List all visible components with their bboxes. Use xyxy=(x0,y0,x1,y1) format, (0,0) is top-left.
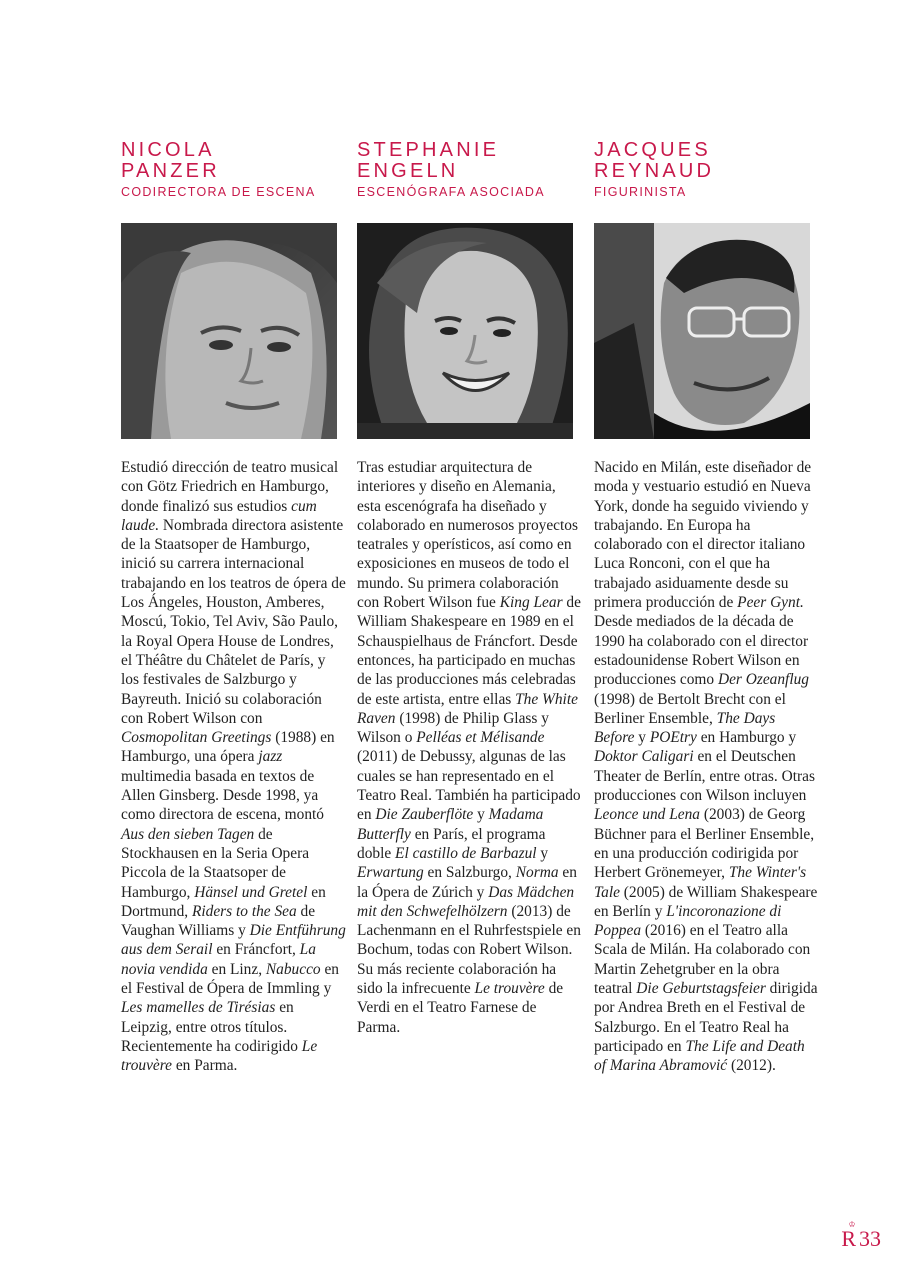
name-line-2: REYNAUD xyxy=(594,160,715,182)
bio-italic-title: cum laude. xyxy=(121,497,317,534)
bio-italic-title: The Days Before xyxy=(594,709,776,747)
bio-italic-title: El castillo de Barbazul xyxy=(395,844,537,862)
person-bio: Tras estudiar arquitectura de interiores y diseño en Alemania, esta escenógrafa ha diseñado y colaborado en numerosos proyectos teatrales y operísticos, así como en exposiciones en museos de todo el mundo. Su primera colaboración con Robert Wilson fue King Lear de William Shakespeare en 1989 en el Schauspielhaus de Fráncfort. Desde entonces, ha participado en muchas de las producciones más celebradas de este artista, entre ellas The White Raven (1998) de Philip Glass y Wilson o Pelléas et Mélisande (2011) de Debussy, algunas de las cuales se han representado en el Teatro Real. También ha participado en Die Zauberflöte y Madama Butterfly en París, el programa doble El castillo de Barbazul y Erwartung en Salzburgo, Norma en la Ópera de Zúrich y Das Mädchen mit den Schwefelhölzern (2013) de Lachenmann en el Ruhrfestspiele en Bochum, todas con Robert Wilson. Su más reciente colaboración ha sido la infrecuente Le trouvère de Verdi en el Teatro Farnese de Parma. xyxy=(357,459,581,1036)
name-line-1: JACQUES xyxy=(594,139,711,161)
bio-italic-title: Die Entführung aus dem Serail xyxy=(121,922,346,959)
person-bio: Nacido en Milán, este diseñador de moda y vestuario estudió en Nueva York, donde ha seguido viviendo y trabajando. En Europa ha colaborado con el director italiano Luca Ronconi, con el que ha trabajado asiduamente desde su primera producción de Peer Gynt. Desde mediados de la década de 1990 ha colaborado con el director estadounidense Robert Wilson en producciones como Der Ozeanflug (1998) de Bertolt Brecht con el Berliner Ensemble, The Days Before y POEtry en Hamburgo y Doktor Caligari en el Deutschen Theater de Berlín, entre otras. Otras producciones con Wilson incluyen Leonce und Lena (2003) de Georg Büchner para el Berliner Ensemble, en una producción codirigida por Herbert Grönemeyer, The Winter's Tale (2005) de William Shakespeare en Berlín y L'incoronazione di Poppea (2016) en el Teatro alla Scala de Milán. Ha colaborado con Martin Zehetgruber en la obra teatral Die Geburtstagsfeier dirigida por Andrea Breth en el Festival de Salzburgo. En el Teatro Real ha participado en The Life and Death of Marina Abramović (2012). xyxy=(594,459,818,1075)
bio-italic-title: Peer Gynt. xyxy=(737,594,804,612)
bio-italic-title: La novia vendida xyxy=(121,941,316,978)
person-role: CODIRECTORA DE ESCENA xyxy=(121,185,316,199)
person-name xyxy=(121,140,341,182)
person-column-reynaud xyxy=(594,139,818,1075)
person-name xyxy=(357,140,577,182)
bio-italic-title: L'incoronazione di Poppea xyxy=(594,902,782,940)
person-column-engeln xyxy=(357,139,581,1036)
bio-italic-title: Erwartung xyxy=(357,864,424,882)
name-line-2: ENGELN xyxy=(357,160,459,182)
bio-italic-title: The White Raven xyxy=(357,690,578,727)
person-column-panzer xyxy=(121,139,346,1075)
bio-italic-title: Pelléas et Mélisande xyxy=(416,729,545,747)
page-footer xyxy=(841,1226,881,1252)
bio-italic-title: Cosmopolitan Greetings xyxy=(121,729,272,747)
bio-italic-title: Hänsel und Gretel xyxy=(194,883,308,901)
bio-italic-title: Leonce und Lena xyxy=(594,806,701,824)
bio-italic-title: Madama Butterfly xyxy=(357,806,544,843)
bio-italic-title: Riders to the Sea xyxy=(191,902,297,920)
bio-italic-title: Die Geburtstagsfeier xyxy=(636,980,766,998)
portrait-photo xyxy=(594,223,810,439)
name-line-2: PANZER xyxy=(121,160,220,182)
portrait-panzer-image xyxy=(121,223,337,439)
portrait-photo xyxy=(121,223,337,439)
portrait-reynaud-image xyxy=(594,223,810,439)
bio-italic-title: Das Mädchen mit den Schwefelhölzern xyxy=(357,883,575,920)
bio-italic-title: jazz xyxy=(258,748,283,766)
person-role: ESCENÓGRAFA ASOCIADA xyxy=(357,185,545,199)
bio-italic-title: Le trouvère xyxy=(474,980,545,998)
person-name xyxy=(594,140,814,182)
bio-italic-title: King Lear xyxy=(499,594,563,612)
bio-italic-title: Der Ozeanflug xyxy=(717,671,810,689)
portrait-photo xyxy=(357,223,573,439)
bio-italic-title: Aus den sieben Tagen xyxy=(121,825,255,843)
person-role: FIGURINISTA xyxy=(594,185,687,199)
name-line-1: NICOLA xyxy=(121,139,215,161)
page-number: 33 xyxy=(859,1226,881,1251)
portrait-engeln-image xyxy=(357,223,573,439)
bio-italic-title: POEtry xyxy=(649,729,697,747)
name-line-1: STEPHANIE xyxy=(357,139,500,161)
bio-italic-title: Doktor Caligari xyxy=(594,748,694,766)
person-bio: Estudió dirección de teatro musical con Götz Friedrich en Hamburgo, donde finalizó sus estudios cum laude. Nombrada directora asistente de la Staatsoper de Hamburgo, inició su carrera internacional trabajando en los teatros de ópera de Los Ángeles, Houston, Amberes, Moscú, Tokio, Tel Aviv, São Paulo, la Royal Opera House de Londres, el Théâtre du Châtelet de París, y los festivales de Salzburgo y Bayreuth. Inició su colaboración con Robert Wilson con Cosmopolitan Greetings (1988) en Hamburgo, una ópera jazz multimedia basada en textos de Allen Ginsberg. Desde 1998, ya como directora de escena, montó Aus den sieben Tagen de Stockhausen en la Seria Opera Piccola de la Staatsoper de Hamburgo, Hänsel und Gretel en Dortmund, Riders to the Sea de Vaughan Williams y Die Entführung aus dem Serail en Fráncfort, La novia vendida en Linz, Nabucco en el Festival de Ópera de Immling y Les mamelles de Tirésias en Leipzig, entre otros títulos. Recientemente ha codirigido Le trouvère en Parma. xyxy=(121,459,346,1075)
teatro-real-logo-icon: ♔ R xyxy=(841,1226,856,1252)
bio-italic-title: The Winter's Tale xyxy=(594,864,807,901)
bio-italic-title: Les mamelles de Tirésias xyxy=(121,999,276,1017)
bio-italic-title: Norma xyxy=(515,864,559,882)
bio-italic-title: Die Zauberflöte xyxy=(375,806,474,824)
bio-italic-title: Nabucco xyxy=(265,960,321,978)
bio-italic-title: The Life and Death of Marina Abramović xyxy=(594,1037,805,1075)
bio-italic-title: Le trouvère xyxy=(121,1037,318,1075)
